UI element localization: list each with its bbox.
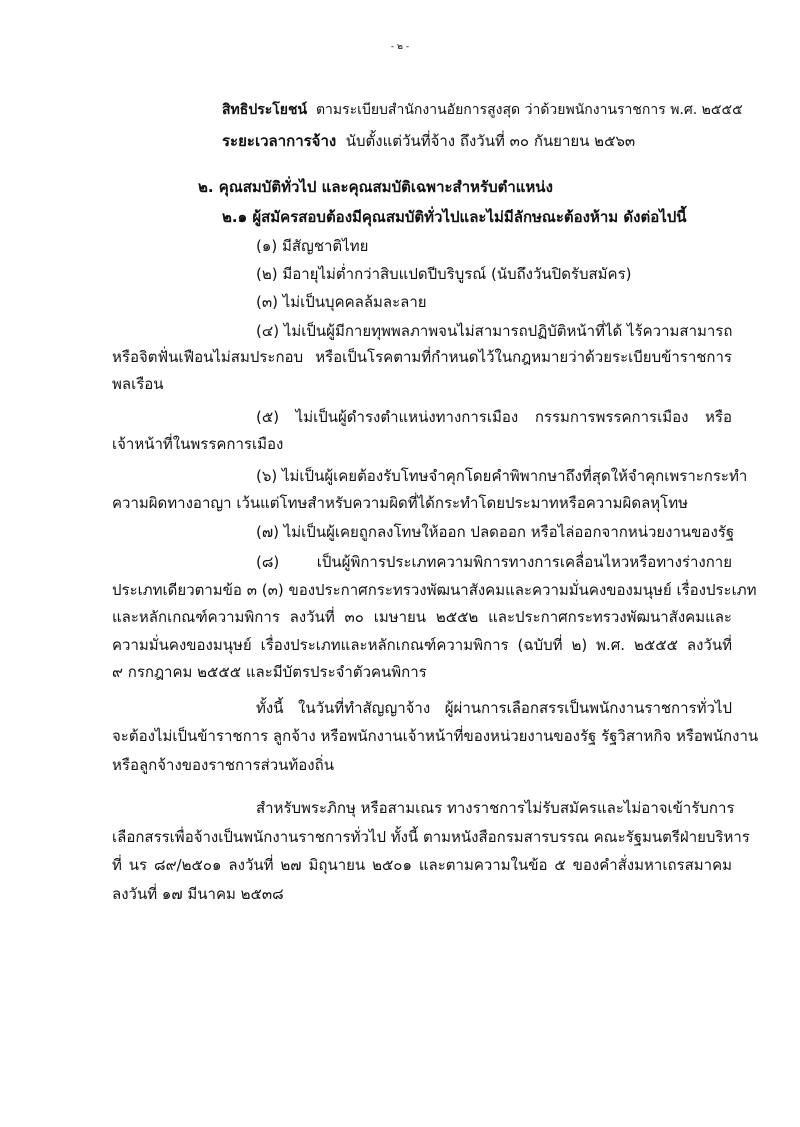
item-8-line-1: (๘) เป็นผู้พิการประเภทความพิการทางการเคลื่อนไหวหรือทางร่างกาย: [256, 553, 732, 571]
list-item: (๓) ไม่เป็นบุคคลล้มละลาย: [256, 293, 427, 311]
item-6-line-2: ความผิดทางอาญา เว้นแต่โทษสำหรับความผิดที่ได้กระทำโดยประมาทหรือความผิดลหุโทษ: [112, 494, 688, 512]
item-4-line-2: หรือจิตฟั่นเฟือนไม่สมประกอบ หรือเป็นโรคตามที่กำหนดไว้ในกฎหมายว่าด้วยระเบียบข้าราชการ: [112, 348, 732, 366]
item-8-line-3: และหลักเกณฑ์ความพิการ ลงวันที่ ๓๐ เมษายน ๒๕๕๒ และประกาศกระทรวงพัฒนาสังคมและ: [112, 608, 732, 626]
employment-period-label: ระยะเวลาการจ้าง: [222, 132, 337, 150]
item-7: (๗) ไม่เป็นผู้เคยถูกลงโทษให้ออก ปลดออก หรือไล่ออกจากหน่วยงานของรัฐ: [256, 523, 735, 541]
benefit-line: [222, 100, 743, 120]
employment-period-text: นับตั้งแต่วันที่จ้าง ถึงวันที่ ๓๐ กันยายน ๒๕๖๓: [345, 132, 636, 150]
item-8-line-2: ประเภทเดียวตามข้อ ๓ (๓) ของประกาศกระทรวงพัฒนาสังคมและความมั่นคงของมนุษย์ เรื่องประเภท: [112, 581, 757, 599]
list-item: (๑) มีสัญชาติไทย: [256, 237, 369, 255]
contract-paragraph-line-1: ทั้งนี้ ในวันที่ทำสัญญาจ้าง ผู้ผ่านการเลือกสรรเป็นพนักงานราชการทั่วไป: [256, 699, 732, 717]
page-number: - ๒ -: [390, 42, 410, 52]
contract-paragraph-line-3: หรือลูกจ้างของราชการส่วนท้องถิ่น: [112, 756, 334, 774]
benefit-text: ตามระเบียบสำนักงานอัยการสูงสุด ว่าด้วยพนักงานราชการ พ.ศ. ๒๕๕๕: [315, 102, 743, 118]
item-4-line-3: พลเรือน: [112, 375, 164, 393]
benefit-label: สิทธิประโยชน์: [222, 102, 308, 118]
item-5-line-2: เจ้าหน้าที่ในพรรคการเมือง: [112, 435, 284, 453]
item-8-line-5: ๙ กรกฎาคม ๒๕๕๕ และมีบัตรประจำตัวคนพิการ: [112, 663, 427, 681]
item-8-line-4: ความมั่นคงของมนุษย์ เรื่องประเภทและหลักเกณฑ์ความพิการ (ฉบับที่ ๒) พ.ศ. ๒๕๕๕ ลงวันที่: [112, 636, 732, 654]
monk-paragraph-line-3: ที่ นร ๘๙/๒๕๐๑ ลงวันที่ ๒๗ มิถุนายน ๒๕๐๑ และตามความในข้อ ๕ ของคำสั่งมหาเถรสมาคม: [112, 856, 732, 874]
item-4-line-1: (๔) ไม่เป็นผู้มีกายทุพพลภาพจนไม่สามารถปฏิบัติหน้าที่ได้ ไร้ความสามารถ: [256, 322, 733, 340]
contract-paragraph-line-2: จะต้องไม่เป็นข้าราชการ ลูกจ้าง หรือพนักงานเจ้าหน้าที่ของหน่วยงานของรัฐ รัฐวิสาหกิจ หรือพนักงาน: [112, 727, 759, 745]
monk-paragraph-line-4: ลงวันที่ ๑๗ มีนาคม ๒๕๓๘: [112, 885, 284, 903]
monk-paragraph-line-2: เลือกสรรเพื่อจ้างเป็นพนักงานราชการทั่วไป ทั้งนี้ ตามหนังสือกรมสารบรรณ คณะรัฐมนตรีฝ่ายบริหาร: [112, 828, 750, 846]
item-5-line-1: (๕) ไม่เป็นผู้ดำรงตำแหน่งทางการเมือง กรรมการพรรคการเมือง หรือ: [256, 408, 732, 426]
section-2-1-heading: ๒.๑ ผู้สมัครสอบต้องมีคุณสมบัติทั่วไปและไม่มีลักษณะต้องห้าม ดังต่อไปนี้: [222, 208, 687, 226]
section-2-heading: ๒. คุณสมบัติทั่วไป และคุณสมบัติเฉพาะสำหรับตำแหน่ง: [198, 178, 553, 196]
monk-paragraph-line-1: สำหรับพระภิกษุ หรือสามเณร ทางราชการไม่รับสมัครและไม่อาจเข้ารับการ: [256, 799, 735, 817]
employment-period-line: [222, 131, 635, 151]
item-6-line-1: (๖) ไม่เป็นผู้เคยต้องรับโทษจำคุกโดยคำพิพากษาถึงที่สุดให้จำคุกเพราะกระทำ: [256, 467, 748, 485]
list-item: (๒) มีอายุไม่ต่ำกว่าสิบแปดปีบริบูรณ์ (นับถึงวันปิดรับสมัคร): [256, 265, 632, 283]
